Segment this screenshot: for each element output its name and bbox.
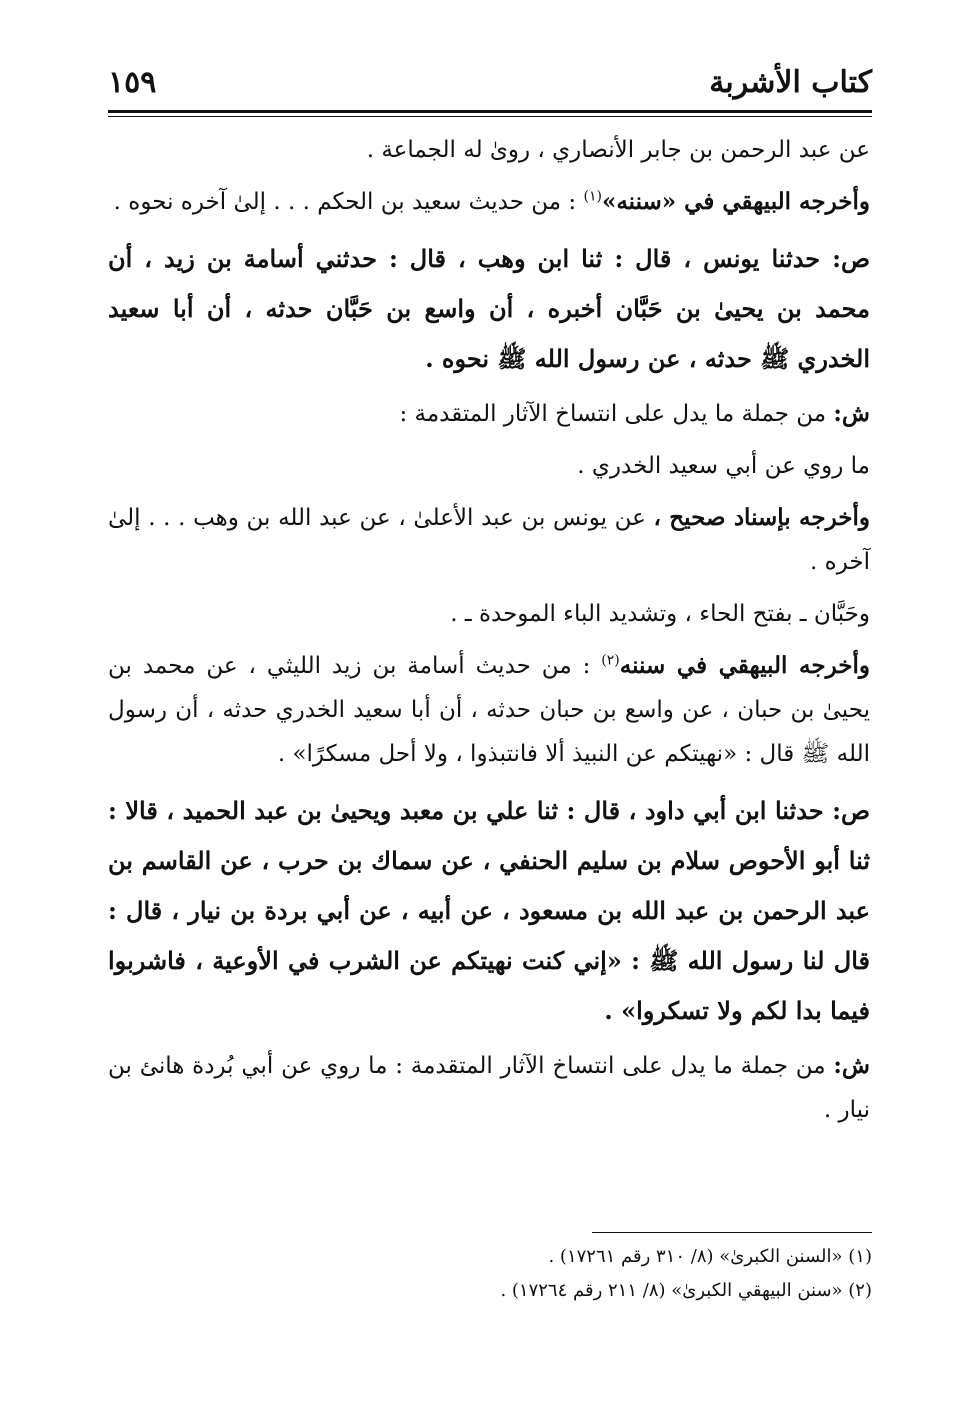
paragraph-text: عن عبد الرحمن بن جابر الأنصاري ، روىٰ له الجماعة . — [366, 137, 870, 163]
paragraph-text: حدثنا يونس ، قال : ثنا ابن وهب ، قال : حدثني أسامة بن زيد ، أن محمد بن يحيىٰ بن حَبَّان أخبره ، أن واسع بن حَبَّان حدثه ، أن أبا سعيد الخدري ﷺ حدثه ، عن رسول الله ﷺ نحوه . — [108, 244, 870, 373]
paragraph — [108, 1044, 870, 1132]
running-header — [108, 58, 872, 108]
paragraph-lead: ش: — [833, 400, 870, 427]
paragraph — [108, 644, 870, 776]
footnote-ref[interactable]: (٢) — [601, 652, 620, 669]
footnote-2: (٢) «سنن البيهقي الكبرىٰ» (٨/ ٢١١ رقم ١٧٢٦٤) . — [500, 1280, 872, 1301]
paragraph-lead: وأخرجه البيهقي في سننه — [619, 652, 870, 679]
paragraph-text: : من حديث أسامة بن زيد الليثي ، عن محمد بن يحيىٰ بن حبان ، عن واسع بن حبان حدثه ، أن أبا سعيد الخدري حدثه ، أن رسول الله ﷺ قال : «نهيتكم عن النبيذ ألا فانتبذوا ، ولا أحل مسكرًا» . — [108, 653, 870, 767]
paragraph-text: عن يونس بن عبد الأعلىٰ ، عن عبد الله بن وهب . . . إلىٰ آخره . — [108, 505, 870, 575]
paragraph-text: وحَبَّان ـ بفتح الحاء ، وتشديد الباء الموحدة ـ . — [450, 601, 870, 627]
footnote-1: (١) «السنن الكبرىٰ» (٨/ ٣١٠ رقم ١٧٢٦١) . — [548, 1246, 872, 1267]
footnotes — [108, 1240, 872, 1308]
paragraph — [108, 180, 870, 224]
paragraph-lead: وأخرجه البيهقي في «سننه» — [601, 188, 870, 215]
footnote-separator — [592, 1232, 872, 1233]
header-rule-thin — [108, 116, 872, 117]
paragraph — [108, 592, 870, 636]
header-rule-thick — [108, 110, 872, 113]
paragraph-lead: وأخرجه بإسناد صحيح ، — [653, 504, 870, 531]
footnote-ref[interactable]: (١) — [583, 188, 602, 205]
paragraph-lead: ش: — [833, 1052, 870, 1079]
paragraph-text: من جملة ما يدل على انتساخ الآثار المتقدمة : ما روي عن أبي بُردة هانئ بن نيار . — [108, 1053, 870, 1123]
paragraph-text: حدثنا ابن أبي داود ، قال : ثنا علي بن معبد ويحيىٰ بن عبد الحميد ، قالا : ثنا أبو الأحوص سلام بن سليم الحنفي ، عن سماك بن حرب ، عن القاسم بن عبد الرحمن بن عبد الله بن مسعود ، عن أبيه ، عن أبي بردة بن نيار ، قال : قال لنا رسول الله ﷺ : «إني كنت نهيتكم عن الشرب في الأوعية ، فاشربوا فيما بدا لكم ولا تسكروا» . — [108, 796, 870, 1025]
hadith-paragraph — [108, 234, 870, 384]
paragraph — [108, 444, 870, 488]
paragraph-lead: ص: — [832, 244, 870, 273]
paragraph-text: من جملة ما يدل على انتساخ الآثار المتقدمة : — [399, 401, 834, 427]
paragraph-text: : من حديث سعيد بن الحكم . . . إلىٰ آخره نحوه . — [113, 189, 584, 215]
paragraph — [108, 496, 870, 584]
paragraph — [108, 392, 870, 436]
main-text — [108, 128, 870, 1140]
chapter-title: كتاب الأشربة — [709, 65, 872, 100]
paragraph-text: ما روي عن أبي سعيد الخدري . — [577, 453, 870, 479]
paragraph — [108, 128, 870, 172]
page-number: ١٥٩ — [108, 65, 157, 100]
hadith-paragraph — [108, 786, 870, 1036]
paragraph-lead: ص: — [832, 796, 870, 825]
